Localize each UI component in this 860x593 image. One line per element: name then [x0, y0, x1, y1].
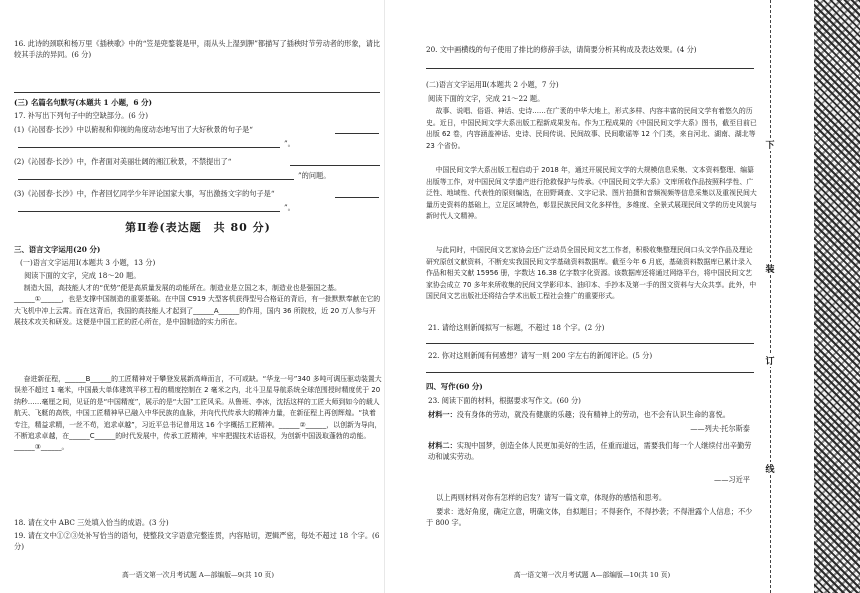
writing-requirements: 要求：选好角度，确定立意，明确文体，自拟题目；不得套作，不得抄袭；不得泄露个人信息；不少于 800 字。 [426, 507, 753, 527]
material-two [428, 440, 758, 462]
question-21: 21. 请给这则新闻拟写一标题，不超过 18 个字。(2 分) [428, 323, 605, 332]
blank-line [18, 211, 280, 212]
section-language-use: 三、语言文字运用(20 分) [14, 245, 101, 254]
question-17: 17. 补写出下列句子中的空缺部分。(6 分) [14, 111, 148, 120]
material-one [428, 409, 758, 420]
material-two-source: ——习近平 [714, 475, 750, 484]
answer-line [426, 68, 754, 69]
reading-paragraph: 故事、说唱、俗语、神话、史诗……在广袤的中华大地上，形式多样、内容丰富的民间文学有着悠久的历史。近日，中国民间文学大系出版工程新成果发布。作为工程成果的《中国民间文学大系》图书，截至目前已出版 62 卷，内容涵盖神话、史诗、民间传说、民间故事、民间歌谣等 12 个门类，来自河北、湖南、湖北等 23 个省份。 [426, 107, 757, 150]
reading-paragraph: 与此同时，中国民间文艺家协会还广泛动员全国民间文艺工作者，积极收集整理民间口头文学作品及理论研究原创文献资料，不断充实我国民间文学基础资料数据库。截至今年 6 月底，基础资料数据库已累计录入作品和相关文献 15956 册，字数达 16.38 亿字数字化资源。该数据库还将通过网络平台，将中国民间文艺家协会成立 70 多年来所收集的民间文学影印本、油印本、手抄本及第一手的图文资料与大众共享。此外，中国民间文艺出版社还将结合学术出版工程社会推广的重要形式。 [426, 246, 757, 301]
question-22: 22. 你对这则新闻有何感想？请写一则 200 字左右的新闻评论。(5 分) [428, 351, 653, 360]
answer-line [14, 92, 380, 93]
material-one-text: 没有身体的劳动，就没有健康的乐趣；没有精神上的劳动，也不会有认识生命的喜悦。 [456, 410, 730, 419]
question-18: 18. 请在文中 ABC 三处填入恰当的成语。(3 分) [14, 518, 169, 527]
blank-line [335, 133, 379, 134]
answer-line [426, 343, 754, 344]
section-language-use-2: (二)语言文字运用Ⅱ(本题共 2 小题，7 分) [426, 80, 559, 89]
blank-line [290, 165, 380, 166]
question-17-3: (3)《沁园春·长沙》中，作者回忆同学少年评论国家大事，写出激扬文字的句子是“ [14, 189, 275, 198]
binding-char: 线 [763, 462, 777, 475]
page-footer: 高一语文第一次月考试题 A—部编版—9(共 10 页) [121, 571, 274, 579]
binding-char: 订 [763, 354, 777, 367]
question-20: 20. 文中画横线的句子使用了排比的修辞手法，请简要分析其构成及表达效果。(4 分) [426, 45, 697, 54]
quote-end-question: ”的问题。 [298, 171, 331, 180]
reading-paragraph: 中国民间文学大系出版工程启动于 2018 年，通过开展民间文学的大规模信息采集、文本资料整理、编纂出版等工作，对中国民间文学遗产进行抢救保护与传承。《中国民间文学大系》文库所收作品按照科学性、广泛性、地域性、代表性的原则编选，在田野调查、文字记录、图片拍摄和音频视频等信息采集以及重视民间大量历史资料的基础上，立足区域特色，彰显民族民间文化多样性，多维度、全景式展现民间文学的历史风貌与新时代人文精神。 [426, 166, 757, 221]
question-19: 19. 请在文中①②③处补写恰当的语句，使整段文字语意完整连贯，内容贴切，逻辑严密，每处不超过 18 个字。(6 分) [14, 531, 380, 551]
blank-line [18, 147, 280, 148]
blank-line [18, 179, 294, 180]
question-17-2: (2)《沁园春·长沙》中，作者面对美丽壮阔的湘江秋景，不禁提出了“ [14, 157, 232, 166]
right-page [388, 0, 758, 593]
question-23: 23. 阅读下面的材料，根据要求写作文。(60 分) [428, 396, 581, 405]
page-footer: 高一语文第一次月考试题 A—部编版—10(共 10 页) [513, 571, 671, 579]
quote-end: ”。 [284, 203, 295, 212]
decorative-border-pattern-overlay [814, 0, 860, 593]
left-page [0, 0, 382, 593]
part-two-title: 第Ⅱ卷(表达题 共 80 分) [125, 221, 271, 234]
inner-cut-line [770, 0, 771, 593]
page-divider [384, 0, 385, 593]
reading-instruction: 阅读下面的文字，完成 21～22 题。 [428, 94, 545, 103]
reading-paragraph: 制造大国，高技能人才的“优势”便是高质量发展的动能所在。制造业是立国之本，制造业也是强国之基。______①______，也是支撑中国制造的重要基础。在中国 C919 大型客机获得型号合格证的背后，有一批默默奉献在它的大飞机中冲上云霄。而在这背后，我国的高技能人才起到了______A______的作用，国内 36 所院校，近 20 万人参与开展技术攻关和研发。这便是中国工匠的匠心所在，是中国制造的实力所在。 [14, 284, 381, 327]
section-writing: 四、写作(60 分) [426, 382, 483, 391]
reading-paragraph: 奋进新征程，______B______的工匠精神对于攀登发展新高峰而言，不可或缺。“华龙一号”340 多吨可调压驱动装置大误差不超过 1 毫米，中国最大单体建筑平移工程的精度控制在 2 毫米之内，北斗卫星导航系统全球范围授时精度优于 20 纳秒……毫厘之间，见证的是“中国精度”，展示的是“大国”工匠风采。从鲁班、李冰，沈括这样的工匠大师到如今的载人航天、飞艇的高铁，中国工匠精神早已融入中华民族的血脉，并向代代传承大的精神力量，在新征程上再创辉煌。“执着专注，精益求精，一丝不苟，追求卓越”，习近平总书记曾用这 16 个字概括工匠精神。______②______，以创新为导向，不断追求卓越，在______C______的时代发展中，传承工匠精神，牢牢把握技术话语权，为创新中国汲取蓬勃的动能。______③______。 [14, 375, 382, 452]
material-one-label: 材料一： [428, 410, 457, 419]
blank-line [335, 197, 379, 198]
material-two-text: 实现中国梦，创造全体人民更加美好的生活，任重而道远，需要我们每一个人继续付出辛勤劳动和诚实劳动。 [428, 441, 752, 461]
section-language-use-1: (一)语言文字运用Ⅰ(本题共 3 小题，13 分) [20, 258, 156, 267]
binding-char: 下 [763, 138, 777, 151]
material-two-label: 材料二： [428, 441, 457, 450]
quote-end: ”。 [284, 139, 295, 148]
writing-prompt: 以上两则材料对你有怎样的启发？请写一篇文章，体现你的感悟和思考。 [436, 493, 667, 502]
answer-line [426, 372, 754, 373]
binding-char: 装 [763, 262, 777, 275]
reading-instruction: 阅读下面的文字，完成 18～20 题。 [24, 271, 141, 280]
question-17-1: (1)《沁园春·长沙》中以俯视和仰视的角度动态地写出了大好秋景的句子是“ [14, 125, 253, 134]
material-one-source: ——列夫·托尔斯泰 [690, 424, 750, 433]
section-recitation: (三) 名篇名句默写(本题共 1 小题，6 分) [14, 98, 153, 107]
question-16: 16. 此诗的颈联和杨万里《插秧歌》中的“笠是兜鍪蓑是甲，雨从头上湿到胛”都描写了插秧时节劳动者的形象，请比较其手法的异同。(6 分) [14, 39, 381, 59]
